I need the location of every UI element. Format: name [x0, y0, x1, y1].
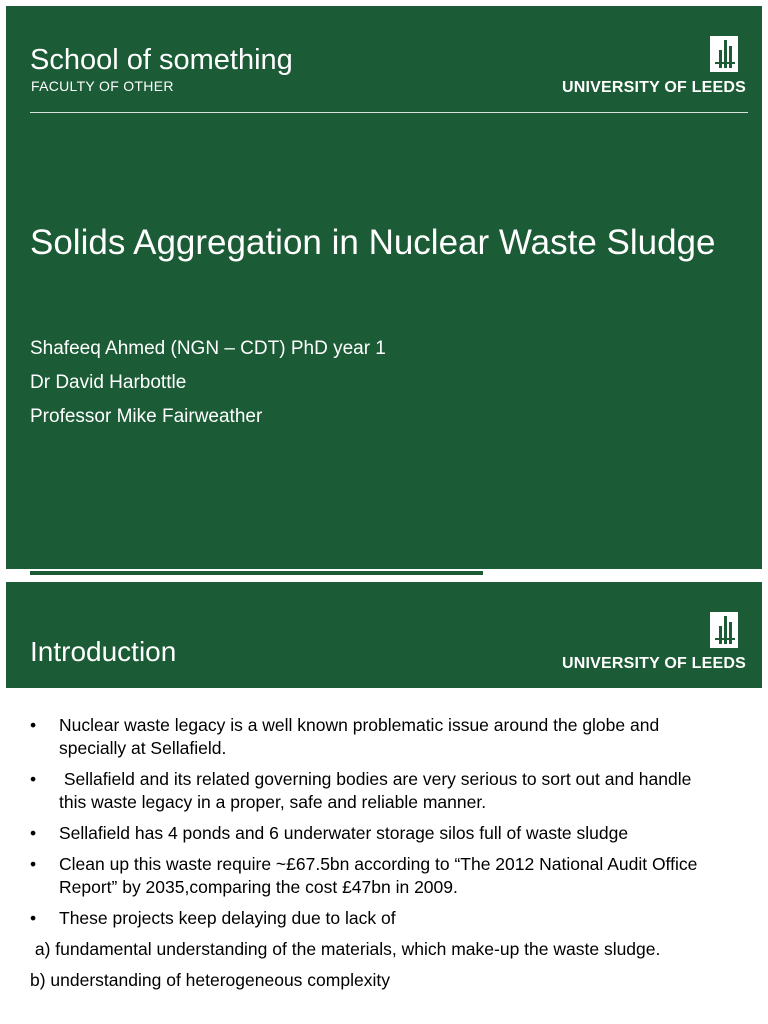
bullet-marker: • — [30, 715, 37, 735]
author-list — [30, 338, 386, 440]
university-logo — [546, 612, 746, 682]
university-logo — [546, 36, 746, 106]
faculty-name: FACULTY OF OTHER — [31, 78, 174, 94]
header-divider — [30, 112, 748, 113]
bullet-marker: • — [30, 854, 37, 874]
author-line: Professor Mike Fairweather — [30, 406, 263, 427]
sub-item: a) fundamental understanding of the materials, which make-up the waste sludge. — [30, 939, 661, 959]
author-line: Dr David Harbottle — [30, 372, 187, 393]
title-slide — [6, 6, 762, 569]
presentation-title: Solids Aggregation in Nuclear Waste Sludge — [30, 223, 716, 262]
bullet-marker: • — [30, 823, 37, 843]
list-item — [30, 822, 720, 845]
sub-item: b) understanding of heterogeneous complexity — [30, 970, 390, 990]
bullet-marker: • — [30, 908, 37, 928]
logo-wordmark: UNIVERSITY OF LEEDS — [562, 79, 746, 96]
bullet-text: Nuclear waste legacy is a well known problematic issue around the globe and specially at Sellafield. — [59, 715, 660, 758]
school-name: School of something — [30, 44, 293, 76]
list-item — [30, 768, 720, 814]
author-line: Shafeeq Ahmed (NGN – CDT) PhD year 1 — [30, 338, 386, 359]
bullet-text: Clean up this waste require ~£67.5bn according to “The 2012 National Audit Office Report” by 2035,comparing the cost £47bn in 2009. — [59, 854, 698, 897]
introduction-content — [30, 714, 720, 1000]
bullet-text: Sellafield has 4 ponds and 6 underwater storage silos full of waste sludge — [59, 823, 629, 843]
logo-wordmark: UNIVERSITY OF LEEDS — [562, 655, 746, 672]
section-title: Introduction — [30, 636, 177, 667]
crest-icon — [710, 612, 738, 648]
introduction-header — [6, 582, 762, 688]
list-item — [30, 714, 720, 760]
slide-bottom-divider — [30, 571, 483, 575]
bullet-marker: • — [30, 769, 37, 789]
bullet-text: Sellafield and its related governing bodies are very serious to sort out and handle this waste legacy in a proper, safe and reliable manner. — [59, 769, 697, 812]
bullet-text: These projects keep delaying due to lack of — [59, 908, 396, 928]
list-item — [30, 853, 720, 899]
crest-icon — [710, 36, 738, 72]
list-item — [30, 907, 720, 930]
